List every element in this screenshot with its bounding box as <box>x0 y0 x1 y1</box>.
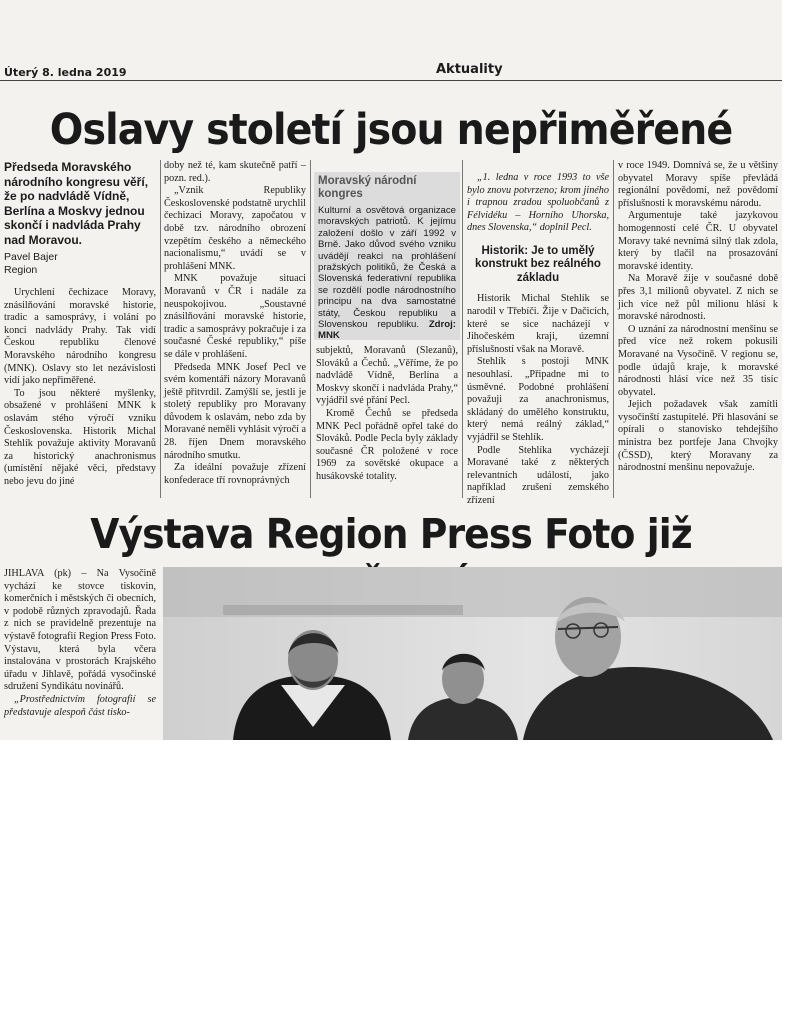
author-block <box>4 251 156 277</box>
article-column-2 <box>164 160 306 487</box>
paragraph: doby než té, kam skutečně patří – pozn. red.). <box>164 160 306 184</box>
paragraph: Urychlení čechizace Moravy, znásilňování moravské historie, tradic a samosprávy, i volání po konci nadvlády Prahy. Tak vidí Českou republiku členové Moravského národního kongresu (MNK). Oslavy sto let nezávislosti vidí jako nepřiměřené. <box>4 287 156 387</box>
info-box-body: Kulturní a osvětová organizace moravských patriotů. K jejímu založení došlo v září 1992 v Brně. Jako důvod svého vzniku uvádějí reakci na prohlášení pražských politiků, že Česká a Slovenská federativní republika se rozdělí podle národnostního principu na dva samostatné státy, Českou republiku a Slovenskou republiku. <box>318 205 456 331</box>
paragraph: MNK považuje situaci Moravanů v ČR i nadále za neuspokojivou. „Soustavné znásilňování moravské historie, tradic a samosprávy pokračuje i za současné České republiky,“ píše se dále v prohlášení. <box>164 273 306 360</box>
article-text <box>4 287 156 489</box>
column-divider <box>462 160 463 498</box>
quote-paragraph: „1. ledna v roce 1993 to vše bylo znovu potvrzeno; krom jiného i trapnou zradou spoluobčanů z Félvidéku – Horního Uhorska, dnes Slovenska,“ doplnil Pecl. <box>467 172 609 234</box>
info-box-text <box>318 205 456 342</box>
article-subhead: Historik: Je to umělý konstrukt bez reálného základu <box>475 244 601 284</box>
paragraph: Předseda MNK Josef Pecl ve svém komentáři názory Moravanů ještě přitvrdil. Zamýšlí se, jestli je stoletý republiky pro Moravany důvodem k oslavám, nebo zda by Moravané neměli vyhlásit výročí a 28. říjen Dnem moravského národního smutku. <box>164 361 307 461</box>
paragraph: Na Moravě žije v současné době přes 3,1 milionů obyvatel. Z nich se jich více než půl milionu hlásí k moravské národnosti. <box>618 273 778 323</box>
paragraph: Argumentuje také jazykovou homogenností celé ČR. U obyvatel Moravy také nevnímá silný tlak zdola, který by tlačil na prosazování moravské identity. <box>618 210 778 272</box>
paragraph: Jejich požadavek však zamítli vysočinští zastupitelé. Při hlasování se opírali o stanovisko tehdejšího ministra bez portfeje Jana Chvojky (ČSSD), který Moravany za národnostní menšinu nepovažuje. <box>618 399 778 474</box>
paragraph: JIHLAVA (pk) – Na Vysočině vychází ke stovce tiskovin, komerčních i městských či obecních, v podobě různých zpravodajů. Řada z nich se pravidelně prezentuje na výstavě fotografií Region Press Foto. Výstavu, která byla včera instalována v prostorách Krajského úřadu v Jihlavě, pořádá vysočinské sdružení Syndikátu novinářů. <box>4 568 156 693</box>
article-column-1 <box>4 160 156 489</box>
issue-date: Úterý 8. ledna 2019 <box>4 66 127 79</box>
paragraph: „Vznik Republiky Československé podstatně urychlil čechizaci Moravy, započatou v době tzv. národního obrození vzepětím českého a německého nacionalismu,“ uvádí se v prohlášení MNK. <box>164 185 306 272</box>
paragraph: „Prostřednictvím fotografií se představuje alespoň část tisko- <box>4 693 156 718</box>
paragraph: Historik Michal Stehlík se narodil v Třebíči. Žije v Dačicích, které se sice nacházejí v Jihočeském kraji, územní příslušností však na Moravě. <box>467 293 609 355</box>
second-article-headline: Výstava Region Press Foto již <box>90 510 692 558</box>
paragraph: O uznání za národnostní menšinu se před více než rokem pokusili Moravané na Vysočině. V regionu se, podle údajů kraje, k moravské národnosti hlásí více než 35 tisíc obyvatel. <box>618 323 778 398</box>
paragraph: subjektů, Moravanů (Slezanů), Slováků a Čechů. „Věříme, že po nadvládě Vídně, Berlína a Moskvy skončí i nadvláda Prahy,“ vyjádřil své přání Pecl. <box>316 345 458 407</box>
column-divider <box>613 160 614 498</box>
header-rule <box>0 80 782 81</box>
paragraph: Za ideální považuje zřízení konfederace tří rovnoprávných <box>164 462 306 486</box>
article-headline: Oslavy století jsou nepřiměřené <box>49 105 733 155</box>
paragraph: Stehlík s postoji MNK nesouhlasí. „Připadne mi to úsměvné. Podobné prohlášení považuji za anachronismus, skládaný do umělého konstruktu, který nemá reálný základ,“ vyjádřil se Stehlík. <box>467 356 609 443</box>
author-name: Pavel Bajer <box>4 251 58 263</box>
info-box <box>314 172 460 340</box>
section-title: Aktuality <box>436 62 503 77</box>
photo-illustration <box>163 567 782 740</box>
second-article-column <box>4 568 156 719</box>
column-divider <box>310 160 311 498</box>
paragraph: To jsou některé myšlenky, obsažené v prohlášení MNK k oslavám stého výročí vzniku Československa. Historik Michal Stehlík považuje aktivity Moravanů za historický anachronismus (umístění nějaké věci, představy nebo jevu do jiné <box>4 387 156 487</box>
paragraph: v roce 1949. Domnívá se, že u většiny obyvatel Moravy spíše převládá regionální povědomí, než povědomí příslušnosti k moravskému národu. <box>618 160 778 209</box>
author-role: Region <box>4 264 38 276</box>
paragraph: Podle Stehlíka vycházejí Moravané také z některých relevantních událostí, jako například zrušení zemského zřízení <box>467 444 609 506</box>
paragraph: Kromě Čechů se předseda MNK Pecl pořádně opřel také do Slováků. Podle Pecla byly základy současné ČR položené v roce 1969 za sovětské okupace a husákovské totality. <box>316 407 458 482</box>
article-lead: Předseda Moravského národního kongresu věří, že po nadvládě Vídně, Berlína a Moskvy jednou skončí i nadvláda Prahy nad Moravou. <box>4 160 149 247</box>
column-divider <box>160 160 161 498</box>
article-column-4 <box>467 172 609 508</box>
info-box-source: Zdroj: MNK <box>318 319 456 342</box>
info-box-title: Moravský národní kongres <box>318 175 417 200</box>
article-column-5 <box>618 160 778 475</box>
article-photo <box>163 567 782 740</box>
article-column-3 <box>316 345 458 484</box>
